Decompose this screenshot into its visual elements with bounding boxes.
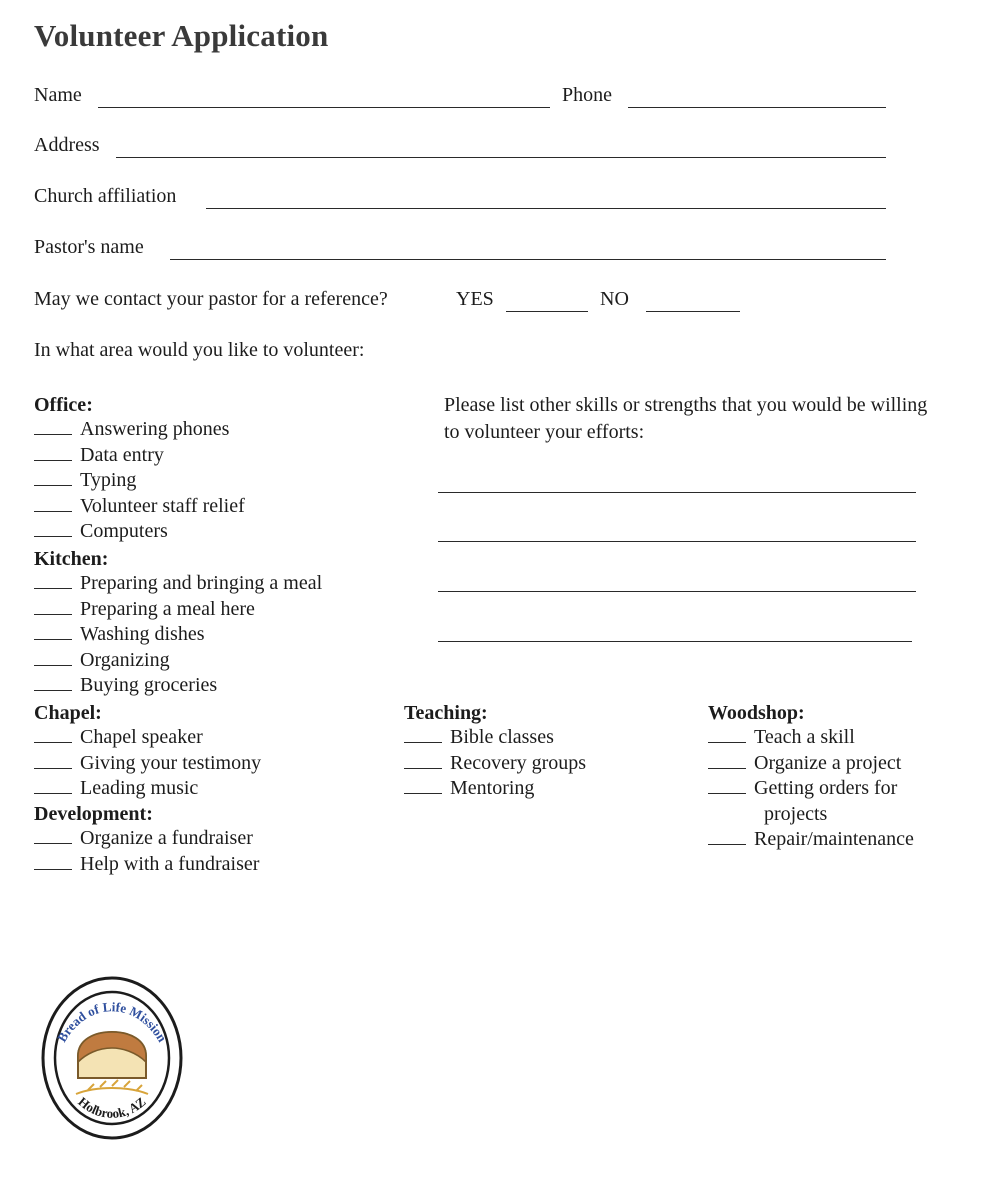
other-skills-line-3[interactable] (438, 591, 916, 592)
checkbox-slot[interactable] (708, 729, 746, 743)
checkbox-slot[interactable] (34, 677, 72, 691)
list-item[interactable]: Recovery groups (404, 751, 586, 777)
list-item[interactable]: Typing (34, 468, 245, 494)
list-item[interactable]: Giving your testimony (34, 751, 261, 777)
name-label: Name (34, 84, 82, 106)
bread-of-life-mission-logo (36, 974, 188, 1142)
office-group (34, 394, 245, 545)
list-item[interactable]: Leading music (34, 776, 261, 802)
logo-bottom-text: Holbrook, AZ (75, 1093, 149, 1121)
teaching-heading: Teaching: (404, 702, 488, 724)
list-item[interactable]: Answering phones (34, 417, 245, 443)
name-input-line[interactable] (98, 107, 550, 108)
phone-label: Phone (562, 84, 612, 106)
checkbox-slot[interactable] (34, 729, 72, 743)
other-skills-note: Please list other skills or strengths that you would be willing to volunteer your efforts: (444, 394, 928, 443)
chapel-heading: Chapel: (34, 702, 102, 724)
checkbox-slot[interactable] (34, 575, 72, 589)
checkbox-slot[interactable] (34, 856, 72, 870)
checkbox-slot[interactable] (34, 780, 72, 794)
woodshop-item-list (708, 725, 914, 853)
list-item[interactable]: Preparing and bringing a meal (34, 571, 322, 597)
page-title: Volunteer Application (34, 18, 329, 53)
list-item[interactable]: Getting orders for (708, 776, 914, 802)
checkbox-slot[interactable] (404, 780, 442, 794)
checkbox-slot[interactable] (708, 831, 746, 845)
church-affiliation-input-line[interactable] (206, 208, 886, 209)
address-input-line[interactable] (116, 157, 886, 158)
list-item[interactable]: Organize a fundraiser (34, 826, 259, 852)
woodshop-heading: Woodshop: (708, 702, 805, 724)
phone-input-line[interactable] (628, 107, 886, 108)
kitchen-heading: Kitchen: (34, 548, 109, 570)
chapel-group (34, 702, 261, 802)
other-skills-line-1[interactable] (438, 492, 916, 493)
list-item[interactable]: Organizing (34, 648, 322, 674)
checkbox-slot[interactable] (34, 830, 72, 844)
list-item[interactable]: Repair/maintenance (708, 827, 914, 853)
checkbox-slot[interactable] (34, 498, 72, 512)
teaching-item-list (404, 725, 586, 802)
list-item[interactable]: Computers (34, 519, 245, 545)
checkbox-slot[interactable] (34, 755, 72, 769)
address-label: Address (34, 134, 100, 156)
list-item[interactable]: Buying groceries (34, 673, 322, 699)
no-label: NO (600, 288, 629, 310)
list-item[interactable]: Volunteer staff relief (34, 494, 245, 520)
kitchen-item-list (34, 571, 322, 699)
checkbox-slot[interactable] (404, 755, 442, 769)
list-item[interactable]: Washing dishes (34, 622, 322, 648)
teaching-group (404, 702, 586, 802)
pastor-name-input-line[interactable] (170, 259, 886, 260)
checkbox-slot[interactable] (708, 780, 746, 794)
kitchen-group (34, 548, 322, 699)
logo-top-text: Bread of Life Mission (54, 999, 170, 1045)
woodshop-group (708, 702, 914, 853)
list-item[interactable]: Mentoring (404, 776, 586, 802)
office-heading: Office: (34, 394, 93, 416)
chapel-item-list (34, 725, 261, 802)
checkbox-slot[interactable] (404, 729, 442, 743)
other-skills-line-4[interactable] (438, 641, 912, 642)
checkbox-slot[interactable] (34, 447, 72, 461)
church-affiliation-label: Church affiliation (34, 185, 177, 207)
checkbox-slot[interactable] (34, 601, 72, 615)
yes-label: YES (456, 288, 494, 310)
other-skills-line-2[interactable] (438, 541, 916, 542)
list-item-continuation: projects (764, 802, 828, 825)
yes-answer-line[interactable] (506, 311, 588, 312)
checkbox-slot[interactable] (34, 472, 72, 486)
list-item[interactable]: Teach a skill (708, 725, 914, 751)
volunteer-area-question: In what area would you like to volunteer: (34, 339, 365, 361)
list-item[interactable]: Chapel speaker (34, 725, 261, 751)
no-answer-line[interactable] (646, 311, 740, 312)
contact-pastor-question: May we contact your pastor for a reference? (34, 288, 388, 310)
development-item-list (34, 826, 259, 877)
pastor-name-label: Pastor's name (34, 236, 144, 258)
checkbox-slot[interactable] (34, 421, 72, 435)
checkbox-slot[interactable] (34, 652, 72, 666)
list-item[interactable]: Help with a fundraiser (34, 852, 259, 878)
checkbox-slot[interactable] (708, 755, 746, 769)
list-item[interactable]: Organize a project (708, 751, 914, 777)
list-item[interactable]: Data entry (34, 443, 245, 469)
checkbox-slot[interactable] (34, 626, 72, 640)
checkbox-slot[interactable] (34, 523, 72, 537)
office-item-list (34, 417, 245, 545)
development-group (34, 803, 259, 877)
list-item[interactable]: Preparing a meal here (34, 597, 322, 623)
list-item[interactable]: Bible classes (404, 725, 586, 751)
development-heading: Development: (34, 803, 153, 825)
